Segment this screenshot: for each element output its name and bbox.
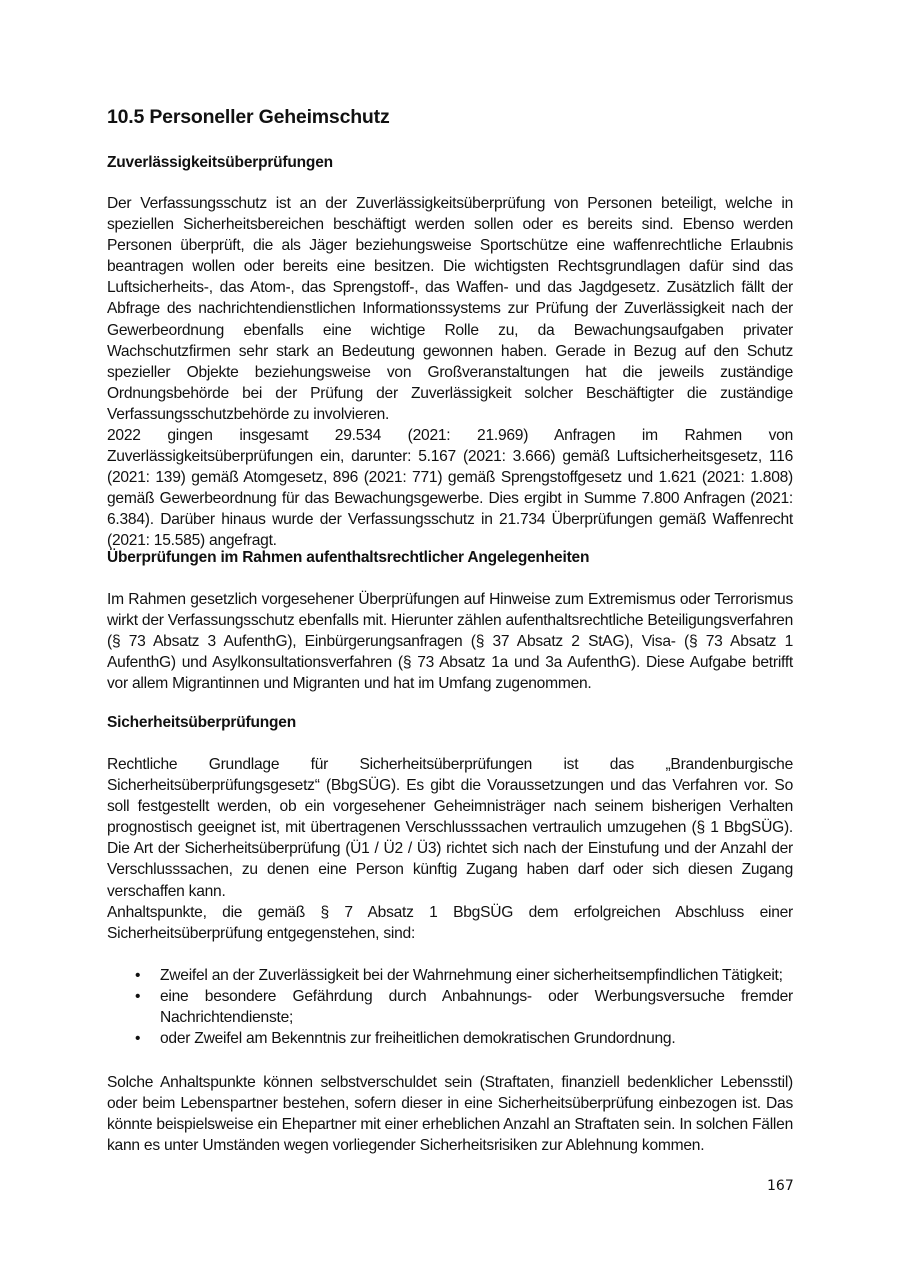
list-item: • oder Zweifel am Bekenntnis zur freiheitlichen demokratischen Grundordnung. (107, 1028, 793, 1049)
paragraph: Der Verfassungsschutz ist an der Zuverlässigkeitsüberprüfung von Personen beteiligt, welche in speziellen Sicherheitsbereichen beschäftigt werden sollen oder es bereits sind. Ebenso werden Personen überprüft, die als Jäger beziehungsweise Sportschütze eine waffenrechtliche Erlaubnis beantragen wollen oder bereits eine besitzen. Die wichtigsten Rechtsgrundlagen dafür sind das Luftsicherheits-, das Atom-, das Sprengstoff-, das Waffen- und das Jagdgesetz. Zusätzlich fällt der Abfrage des nachrichtendienstlichen Informationssystems zur Prüfung der Zuverlässigkeit nach der Gewerbeordnung ebenfalls eine wichtige Rolle zu, da Bewachungsaufgaben privater Wachschutzfirmen sehr stark an Bedeutung gewonnen haben. Gerade in Bezug auf den Schutz spezieller Objekte beziehungsweise von Großveranstaltungen hat die jeweils zuständige Ordnungsbehörde bei der Prüfung der Zuverlässigkeit solcher Beschäftigter die zuständige Verfassungsschutzbehörde zu involvieren. (107, 195, 793, 423)
bullet-icon: • (135, 1030, 141, 1048)
heading-zuverlaessigkeit: Zuverlässigkeitsüberprüfungen (107, 154, 333, 171)
paragraph: Solche Anhaltspunkte können selbstverschuldet sein (Straftaten, finanziell bedenklicher Lebensstil) oder beim Lebenspartner bestehen, sofern dieser in eine Sicherheitsüberprüfung einbezogen ist. Das könnte beispielsweise ein Ehepartner mit einer erheblichen Anzahl an Straftaten sein. In solchen Fällen kann es unter Umständen wegen vorliegender Sicherheitsrisiken zur Ablehnung kommen. (107, 1074, 793, 1155)
page-number: 167 (767, 1178, 794, 1194)
bullet-list (107, 965, 793, 1049)
list-item: • eine besondere Gefährdung durch Anbahnungs- oder Werbungsversuche fremder Nachrichtendienste; (135, 988, 793, 1027)
heading-aufenthaltsrecht: Überprüfungen im Rahmen aufenthaltsrechtlicher Angelegenheiten (107, 549, 590, 566)
bullet-icon: • (135, 988, 141, 1006)
list-item: • Zweifel an der Zuverlässigkeit bei der Wahrnehmung einer sicherheitsempfindlichen Tätigkeit; (107, 965, 793, 986)
paragraph: Rechtliche Grundlage für Sicherheitsüberprüfungen ist das „Brandenburgische Sicherheitsüberprüfungsgesetz“ (BbgSÜG). Es gibt die Voraussetzungen und das Verfahren vor. So soll festgestellt werden, ob ein vorgesehener Geheimnisträger nach seinem bisherigen Verhalten prognostisch geeignet ist, mit übertragenen Verschlusssachen vertraulich umzugehen (§ 1 BbgSÜG). Die Art der Sicherheitsüberprüfung (Ü1 / Ü2 / Ü3) richtet sich nach der Einstufung und der Anzahl der Verschlusssachen, zu denen eine Person künftig Zugang haben darf oder sich diesen Zugang verschaffen kann. (107, 756, 793, 900)
paragraph: Im Rahmen gesetzlich vorgesehener Überprüfungen auf Hinweise zum Extremismus oder Terrorismus wirkt der Verfassungsschutz ebenfalls mit. Hierunter zählen aufenthaltsrechtliche Beteiligungsverfahren (§ 73 Absatz 3 AufenthG), Einbürgerungsanfragen (§ 37 Absatz 2 StAG), Visa- (§ 73 Absatz 1 AufenthG) und Asylkonsultationsverfahren (§ 73 Absatz 1a und 3a AufenthG). Diese Aufgabe betrifft vor allem Migrantinnen und Migranten und hat im Umfang zugenommen. (107, 591, 793, 693)
paragraph: 2022 gingen insgesamt 29.534 (2021: 21.969) Anfragen im Rahmen von Zuverlässigkeitsüberprüfungen ein, darunter: 5.167 (2021: 3.666) gemäß Luftsicherheitsgesetz, 116 (2021: 139) gemäß Atomgesetz, 896 (2021: 771) gemäß Sprengstoffgesetz und 1.621 (2021: 1.808) gemäß Gewerbeordnung für das Bewachungsgewerbe. Dies ergibt in Summe 7.800 Anfragen (2021: 6.384). Darüber hinaus wurde der Verfassungsschutz in 21.734 Überprüfungen gemäß Waffenrecht (2021: 15.585) angefragt. (107, 427, 793, 550)
heading-sicherheitsueberpruefungen: Sicherheitsüberprüfungen (107, 714, 296, 731)
section-title: 10.5 Personeller Geheimschutz (107, 106, 390, 128)
bullet-icon: • (135, 967, 141, 984)
paragraph: Anhaltspunkte, die gemäß § 7 Absatz 1 BbgSÜG dem erfolgreichen Abschluss einer Sicherheitsüberprüfung entgegenstehen, sind: (107, 904, 793, 943)
